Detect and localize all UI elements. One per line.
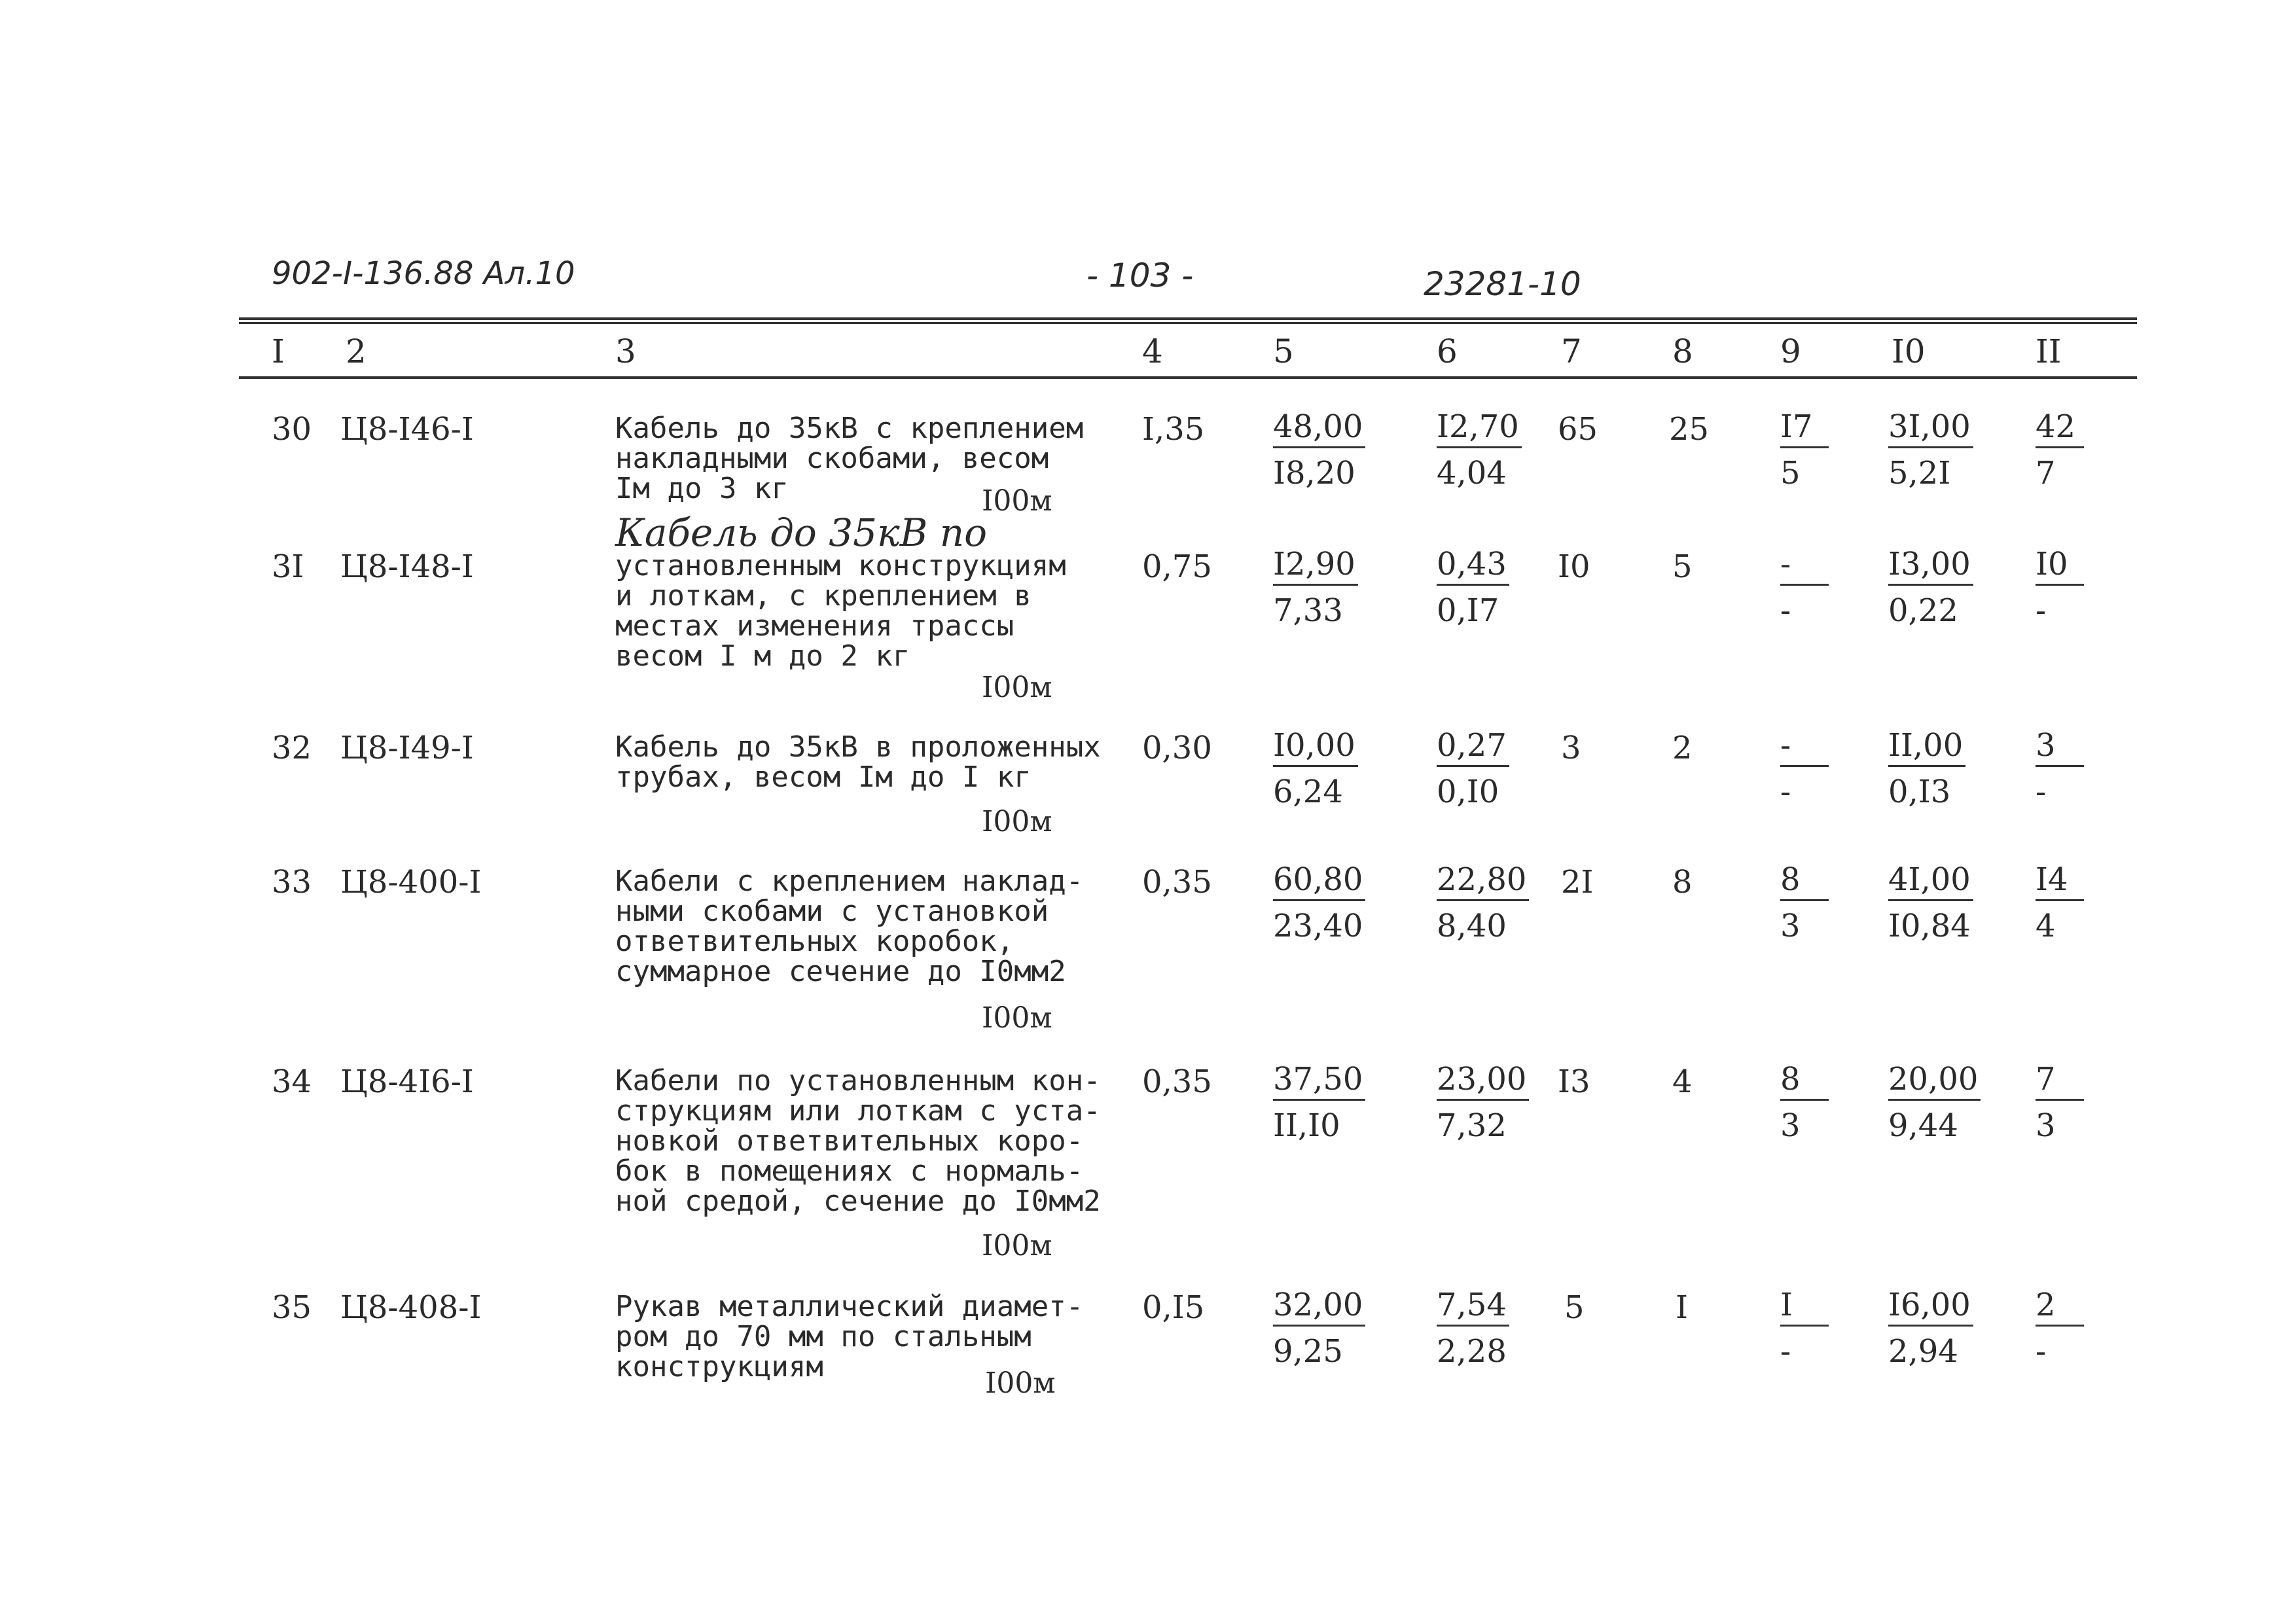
- col-5-fraction: [1273, 408, 1365, 491]
- col-11-fraction: [2036, 861, 2084, 944]
- measure-unit: I00м: [982, 1001, 1052, 1035]
- col-11-top: 2: [2036, 1289, 2084, 1327]
- col-9-fraction: [1780, 1287, 1829, 1370]
- col-11-fraction: [2036, 546, 2084, 629]
- inventory-number: 23281-10: [1424, 265, 1581, 303]
- col-6-bottom: 4,04: [1437, 455, 1507, 491]
- col-5-top: 60,80: [1273, 864, 1365, 901]
- col-4-value: 0,30: [1142, 730, 1212, 766]
- measure-unit: I00м: [982, 805, 1052, 838]
- col-9-top: -: [1780, 548, 1829, 586]
- col-9-fraction: [1780, 727, 1829, 810]
- col-8-value: 4: [1672, 1063, 1693, 1100]
- col-11-top: 3: [2036, 730, 2084, 767]
- document-code: 902-I-136.88 Ал.10: [272, 255, 575, 292]
- measure-unit: I00м: [985, 1366, 1056, 1400]
- col-9-bottom: 3: [1780, 1107, 1801, 1144]
- col-9-top: 8: [1780, 864, 1829, 901]
- col-10-bottom: 5,2I: [1888, 455, 1951, 491]
- col-5-fraction: [1273, 1287, 1365, 1370]
- col-1-header: I: [272, 332, 285, 370]
- col-9-top: -: [1780, 730, 1829, 767]
- col-10-bottom: I0,84: [1888, 908, 1971, 944]
- col-5-bottom: 9,25: [1273, 1333, 1343, 1370]
- col-6-bottom: 2,28: [1437, 1333, 1507, 1370]
- col-9-bottom: 3: [1780, 908, 1801, 944]
- col-9-header: 9: [1780, 332, 1801, 370]
- col-10-top: II,00: [1888, 730, 1965, 767]
- table-top-rule-2: [239, 322, 2137, 324]
- row-number: 30: [272, 411, 312, 448]
- rate-code: Ц8-4I6-I: [340, 1063, 474, 1100]
- col-5-fraction: [1273, 1061, 1365, 1144]
- col-11-bottom: -: [2036, 1333, 2047, 1370]
- col-6-top: 23,00: [1437, 1063, 1529, 1101]
- col-6-bottom: 8,40: [1437, 908, 1507, 944]
- col-11-fraction: [2036, 727, 2084, 810]
- col-4-value: 0,35: [1142, 1063, 1212, 1100]
- col-10-fraction: [1888, 546, 1973, 629]
- col-8-value: 2: [1672, 730, 1693, 766]
- col-7-value: 5: [1564, 1289, 1585, 1326]
- col-9-bottom: 5: [1780, 455, 1801, 491]
- col-11-fraction: [2036, 1287, 2084, 1370]
- col-2-header: 2: [346, 332, 367, 370]
- col-10-bottom: 2,94: [1888, 1333, 1958, 1370]
- col-6-fraction: [1437, 727, 1509, 810]
- col-10-fraction: [1888, 1061, 1981, 1144]
- col-4-value: 0,I5: [1142, 1289, 1205, 1326]
- work-description: Кабель до 35кВ в проложенных трубах, весом Iм до I кг: [615, 730, 1101, 794]
- col-10-top: 4I,00: [1888, 864, 1973, 901]
- col-5-top: I2,90: [1273, 548, 1358, 586]
- measure-unit: I00м: [982, 484, 1052, 518]
- work-description: установленным конструкциям и лоткам, с креплением в местах изменения трассы весом I м до 2 кг: [615, 549, 1066, 673]
- measure-unit: I00м: [982, 1229, 1052, 1262]
- work-description: Кабели с креплением наклад- ными скобами с установкой ответвительных коробок, суммарное сечение до I0мм2: [615, 865, 1084, 988]
- col-5-fraction: [1273, 861, 1365, 944]
- measure-unit: I00м: [982, 671, 1052, 704]
- page-number: - 103 -: [1086, 257, 1194, 294]
- col-5-top: 48,00: [1273, 411, 1365, 448]
- col-5-bottom: I8,20: [1273, 455, 1355, 491]
- col-5-fraction: [1273, 546, 1358, 629]
- row-number: 3I: [272, 548, 304, 585]
- col-4-value: 0,75: [1142, 548, 1212, 585]
- rate-code: Ц8-408-I: [340, 1289, 482, 1326]
- col-10-fraction: [1888, 1287, 1973, 1370]
- col-11-top: I4: [2036, 864, 2084, 901]
- col-9-bottom: -: [1780, 774, 1791, 810]
- rate-code: Ц8-I49-I: [340, 730, 474, 766]
- handwritten-note: Кабель до 35кВ по: [615, 510, 988, 555]
- col-8-value: 25: [1669, 411, 1710, 448]
- col-7-value: 2I: [1561, 864, 1594, 901]
- rate-code: Ц8-400-I: [340, 864, 482, 901]
- rate-code: Ц8-I48-I: [340, 548, 474, 585]
- col-4-value: I,35: [1142, 411, 1205, 448]
- row-number: 32: [272, 730, 312, 766]
- col-5-top: 32,00: [1273, 1289, 1365, 1327]
- header-bottom-rule: [239, 376, 2137, 379]
- col-9-top: 8: [1780, 1063, 1829, 1101]
- col-6-top: 0,27: [1437, 730, 1509, 767]
- table-top-rule: [239, 317, 2137, 320]
- col-5-bottom: II,I0: [1273, 1107, 1340, 1144]
- col-9-fraction: [1780, 546, 1829, 629]
- col-8-value: 8: [1672, 864, 1693, 901]
- rate-code: Ц8-I46-I: [340, 411, 474, 448]
- col-8-value: I: [1676, 1289, 1688, 1326]
- col-7-header: 7: [1561, 332, 1582, 370]
- col-11-top: 42: [2036, 411, 2084, 448]
- col-10-fraction: [1888, 408, 1973, 491]
- col-11-bottom: 4: [2036, 908, 2056, 944]
- work-description: Кабели по установленным кон- струкциям или лоткам с уста- новкой ответвительных коро- бок в помещениях с нормаль- ной средой, сечение до I0мм2: [615, 1064, 1101, 1218]
- col-11-fraction: [2036, 1061, 2084, 1144]
- col-5-header: 5: [1273, 332, 1294, 370]
- col-4-header: 4: [1142, 332, 1163, 370]
- row-number: 35: [272, 1289, 312, 1326]
- col-10-fraction: [1888, 727, 1965, 810]
- col-10-bottom: 0,22: [1888, 592, 1958, 629]
- col-9-top: I: [1780, 1289, 1829, 1327]
- col-10-bottom: 9,44: [1888, 1107, 1958, 1144]
- col-5-bottom: 7,33: [1273, 592, 1343, 629]
- col-5-top: I0,00: [1273, 730, 1358, 767]
- col-6-fraction: [1437, 1287, 1509, 1370]
- col-10-top: 3I,00: [1888, 411, 1973, 448]
- col-6-top: 0,43: [1437, 548, 1509, 586]
- col-11-bottom: -: [2036, 592, 2047, 629]
- col-9-bottom: -: [1780, 1333, 1791, 1370]
- col-10-fraction: [1888, 861, 1973, 944]
- col-6-top: I2,70: [1437, 411, 1522, 448]
- col-11-top: I0: [2036, 548, 2084, 586]
- col-10-top: I3,00: [1888, 548, 1973, 586]
- col-6-bottom: 7,32: [1437, 1107, 1507, 1144]
- col-8-header: 8: [1672, 332, 1693, 370]
- col-9-top: I7: [1780, 411, 1829, 448]
- col-11-bottom: 7: [2036, 455, 2056, 491]
- col-4-value: 0,35: [1142, 864, 1212, 901]
- col-9-fraction: [1780, 861, 1829, 944]
- col-5-bottom: 6,24: [1273, 774, 1343, 810]
- work-description: Рукав металлический диамет- ром до 70 мм по стальным конструкциям: [615, 1290, 1084, 1383]
- col-6-header: 6: [1437, 332, 1458, 370]
- col-6-top: 22,80: [1437, 864, 1529, 901]
- col-7-value: I0: [1558, 548, 1590, 585]
- col-6-fraction: [1437, 861, 1529, 944]
- col-6-bottom: 0,I7: [1437, 592, 1499, 629]
- col-10-bottom: 0,I3: [1888, 774, 1951, 810]
- col-11-fraction: [2036, 408, 2084, 491]
- col-3-header: 3: [615, 332, 636, 370]
- col-11-top: 7: [2036, 1063, 2084, 1101]
- col-7-value: 3: [1561, 730, 1581, 766]
- col-10-top: 20,00: [1888, 1063, 1981, 1101]
- row-number: 33: [272, 864, 312, 901]
- col-8-value: 5: [1672, 548, 1693, 585]
- col-11-bottom: -: [2036, 774, 2047, 810]
- col-7-value: I3: [1558, 1063, 1590, 1100]
- col-7-value: 65: [1558, 411, 1598, 448]
- col-5-bottom: 23,40: [1273, 908, 1363, 944]
- col-10-top: I6,00: [1888, 1289, 1973, 1327]
- row-number: 34: [272, 1063, 312, 1100]
- col-11-header: II: [2036, 332, 2062, 370]
- col-6-fraction: [1437, 546, 1509, 629]
- col-5-top: 37,50: [1273, 1063, 1365, 1101]
- col-10-header: I0: [1892, 332, 1926, 370]
- col-9-fraction: [1780, 1061, 1829, 1144]
- col-6-top: 7,54: [1437, 1289, 1509, 1327]
- work-description: Кабель до 35кВ с креплением накладными скобами, весом Iм до 3 кг: [615, 412, 1084, 505]
- col-6-fraction: [1437, 1061, 1529, 1144]
- col-9-bottom: -: [1780, 592, 1791, 629]
- col-6-fraction: [1437, 408, 1522, 491]
- col-11-bottom: 3: [2036, 1107, 2056, 1144]
- col-6-bottom: 0,I0: [1437, 774, 1499, 810]
- col-5-fraction: [1273, 727, 1358, 810]
- col-9-fraction: [1780, 408, 1829, 491]
